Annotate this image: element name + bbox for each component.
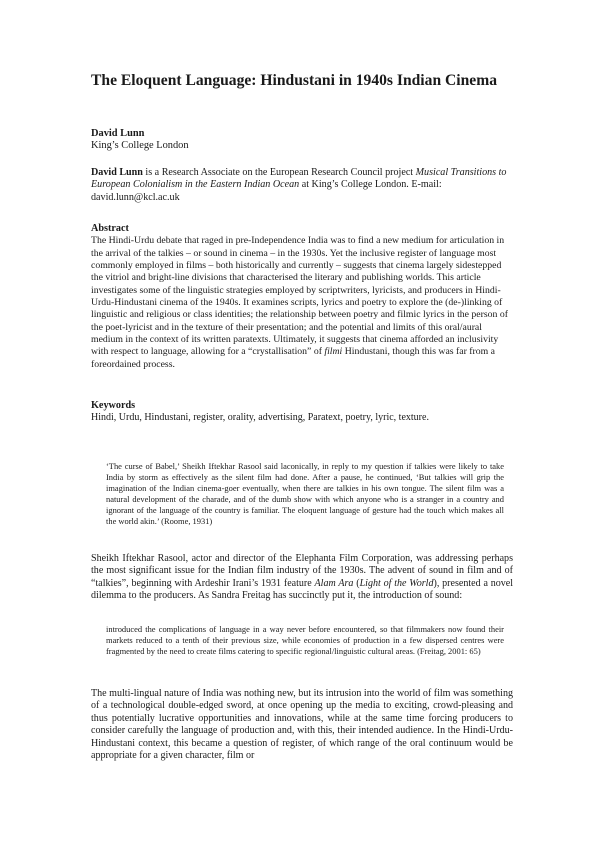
abstract-heading: Abstract	[91, 223, 129, 234]
abstract-section	[91, 223, 513, 371]
abstract-text-b: Hindustani, though this was far from a foreordained process.	[91, 346, 496, 370]
article-title: The Eloquent Language: Hindustani in 1940s Indian Cinema	[91, 72, 497, 89]
film-title: Alam Ara	[314, 577, 354, 589]
film-title-translation: Light of the World	[359, 577, 434, 589]
body1-text-b: (	[353, 577, 360, 589]
body-paragraph-2: The multi-lingual nature of India was nothing new, but its intrusion into the world of film was something of a technological double-edged sword, at once opening up the media to exciting, crowd-pleasing and thus potentially lucrative opportunities and innovations, while at the same time forcing producers to consider carefully the language of production and, with this, their intended audience. In the Hindi-Urdu-Hindustani context, this became a question of register, of which range of the oral continuum would be appropriate for a given character, film or	[91, 688, 513, 762]
abstract-text-a: The Hindi-Urdu debate that raged in pre-Independence India was to find a new medium for articulation in the arrival of the talkies – or sound in cinema – in the 1930s. Yet the inclusive register of language most commonly employed in films – both historically and currently – suggests that cinema largely sidestepped the vitriol and bright-line divisions that characterised the literary and publishing worlds. This article investigates some of the linguistic strategies employed by scriptwriters, lyricists, and producers in Hindi-Urdu-Hindustani cinema of the 1940s. It examines scripts, lyrics and poetry to explore the (de-)linking of linguistic and religious or class identities; the relationship between poetry and filmic lyrics in the person of the poet-lyricist and in the texture of their presentation; and the potential and limits of this oral/aural medium in the context of its written paratexts. Ultimately, it suggests that cinema afforded an inclusivity with respect to language, allowing for a “crystallisation” of	[91, 235, 508, 358]
body-paragraph-1	[91, 553, 513, 603]
block-quote-roome: ‘The curse of Babel,’ Sheikh Iftekhar Rasool said laconically, in reply to my question if talkies were likely to take India by storm as effectively as the silent film had done. After a pause, he continued, ‘But talkies will grip the imagination of the Indian cinema-goer eventually, when there are talkies in his own tongue. The silent film was a natural development of the charade, and of the dumb show with which anyone who is a stranger in a country and ignorant of the language of the country is familiar. The eloquent language of gesture had the touch which makes all the world akin.’ (Roome, 1931)	[106, 461, 504, 527]
body1-text-c: ), presented a novel dilemma to the producers. As Sandra Freitag has succinctly put it, the introduction of sound:	[91, 577, 514, 602]
abstract-italic-word: filmi	[324, 346, 343, 358]
block-quote-freitag: introduced the complications of language in a way never before encountered, so that filmmakers now found their markets reduced to a tenth of their previous size, while economies of production in a few dispersed centres were fragmented by the need to create films catering to specific regional/linguistic cultural areas. (Freitag, 2001: 65)	[106, 624, 504, 657]
author-affiliation: King’s College London	[91, 140, 189, 152]
bio-text-b: at King’s College London. E-mail: david.lunn@kcl.ac.uk	[91, 179, 442, 203]
author-name: David Lunn	[91, 128, 145, 139]
bio-project-title: Musical Transitions to European Colonialism in the Eastern Indian Ocean	[91, 167, 507, 191]
author-block	[91, 128, 511, 153]
body1-text-a: Sheikh Iftekhar Rasool, actor and director of the Elephanta Film Corporation, was addressing perhaps the most significant issue for the Indian film industry of the 1930s. The advent of sound in film and of “talkies”, beginning with Ardeshir Irani’s 1931 feature	[91, 553, 513, 589]
keywords-text: Hindi, Urdu, Hindustani, register, orality, advertising, Paratext, poetry, lyric, texture.	[91, 412, 429, 424]
author-bio	[91, 167, 511, 204]
keywords-section	[91, 400, 513, 425]
bio-text-a: is a Research Associate on the European Research Council project	[142, 167, 416, 178]
bio-author-name: David Lunn	[91, 167, 143, 178]
keywords-heading: Keywords	[91, 400, 136, 411]
